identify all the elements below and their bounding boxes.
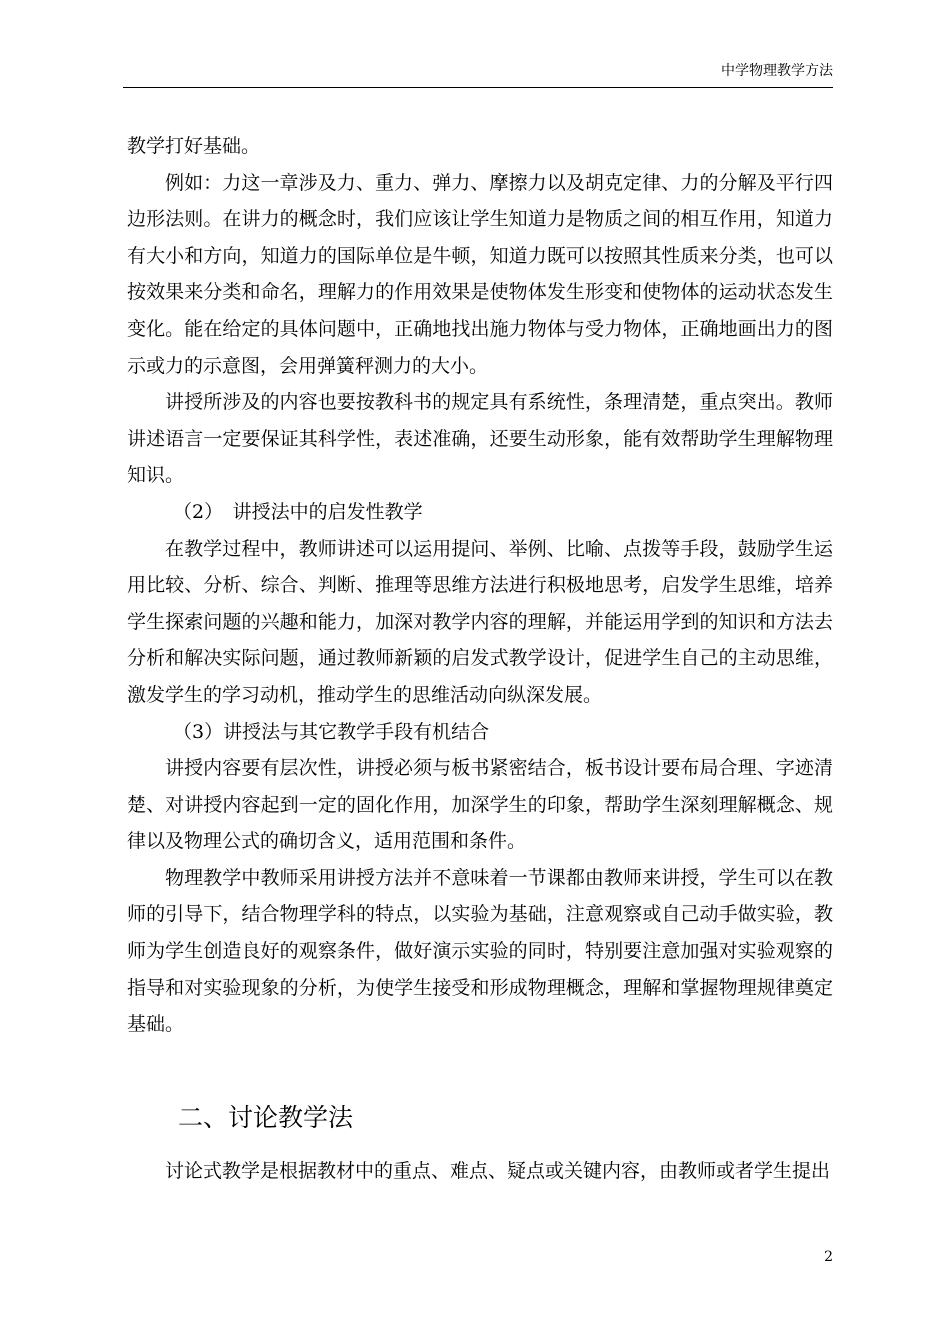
subheading-heuristic-teaching: （2） 讲授法中的启发性教学 <box>173 500 423 523</box>
paragraph-experiment: 物理教学中教师采用讲授方法并不意味着一节课都由教师来讲授，学生可以在教师的引导下，结合物理学科的特点，以实验为基础，注意观察或自己动手做实验，教师为学生创造良好的观察条件，做好演示实验的同时，特别要注意加强对实验观察的指导和对实验现象的分析，为使学生接受和形成物理概念，理解和掌握物理规律奠定基础。 <box>127 866 833 1036</box>
subheading-combined-methods: （3）讲授法与其它教学手段有机结合 <box>173 720 490 743</box>
paragraph-systematic-lecture: 讲授所涉及的内容也要按教科书的规定具有系统性，条理清楚，重点突出。教师讲述语言一定要保证其科学性，表述准确，还要生动形象，能有效帮助学生理解物理知识。 <box>127 391 833 487</box>
paragraph-blackboard: 讲授内容要有层次性，讲授必须与板书紧密结合，板书设计要布局合理、字迹清楚、对讲授内容起到一定的固化作用，加深学生的印象，帮助学生深刻理解概念、规律以及物理公式的确切含义，适用范围和条件。 <box>127 757 833 853</box>
page-number: 2 <box>824 1249 833 1265</box>
body-text <box>127 128 833 1043</box>
paragraph-heuristic-teaching: 在教学过程中，教师讲述可以运用提问、举例、比喻、点拨等手段，鼓励学生运用比较、分析、综合、判断、推理等思维方法进行积极地思考，启发学生思维，培养学生探索问题的兴趣和能力，加深对教学内容的理解，并能运用学到的知识和方法去分析和解决实际问题，通过教师新颖的启发式教学设计，促进学生自己的主动思维，激发学生的学习动机，推动学生的思维活动向纵深发展。 <box>127 537 833 706</box>
section-heading-discussion: 二、讨论教学法 <box>178 1103 354 1132</box>
section-body <box>127 1153 833 1190</box>
paragraph-discussion-intro: 讨论式教学是根据教材中的重点、难点、疑点或关键内容，由教师或者学生提出 <box>165 1160 831 1182</box>
paragraph-force-example: 例如：力这一章涉及力、重力、弹力、摩擦力以及胡克定律、力的分解及平行四边形法则。在讲力的概念时，我们应该让学生知道力是物质之间的相互作用，知道力有大小和方向，知道力的国际单位是牛顿，知道力既可以按照其性质来分类，也可以按效果来分类和命名，理解力的作用效果是使物体发生形变和使物体的运动状态发生变化。能在给定的具体问题中，正确地找出施力物体与受力物体，正确地画出力的图示或力的示意图，会用弹簧秤测力的大小。 <box>127 171 833 377</box>
header-rule <box>123 87 833 88</box>
running-header: 中学物理教学方法 <box>721 63 833 79</box>
paragraph-continued: 教学打好基础。 <box>127 135 261 157</box>
